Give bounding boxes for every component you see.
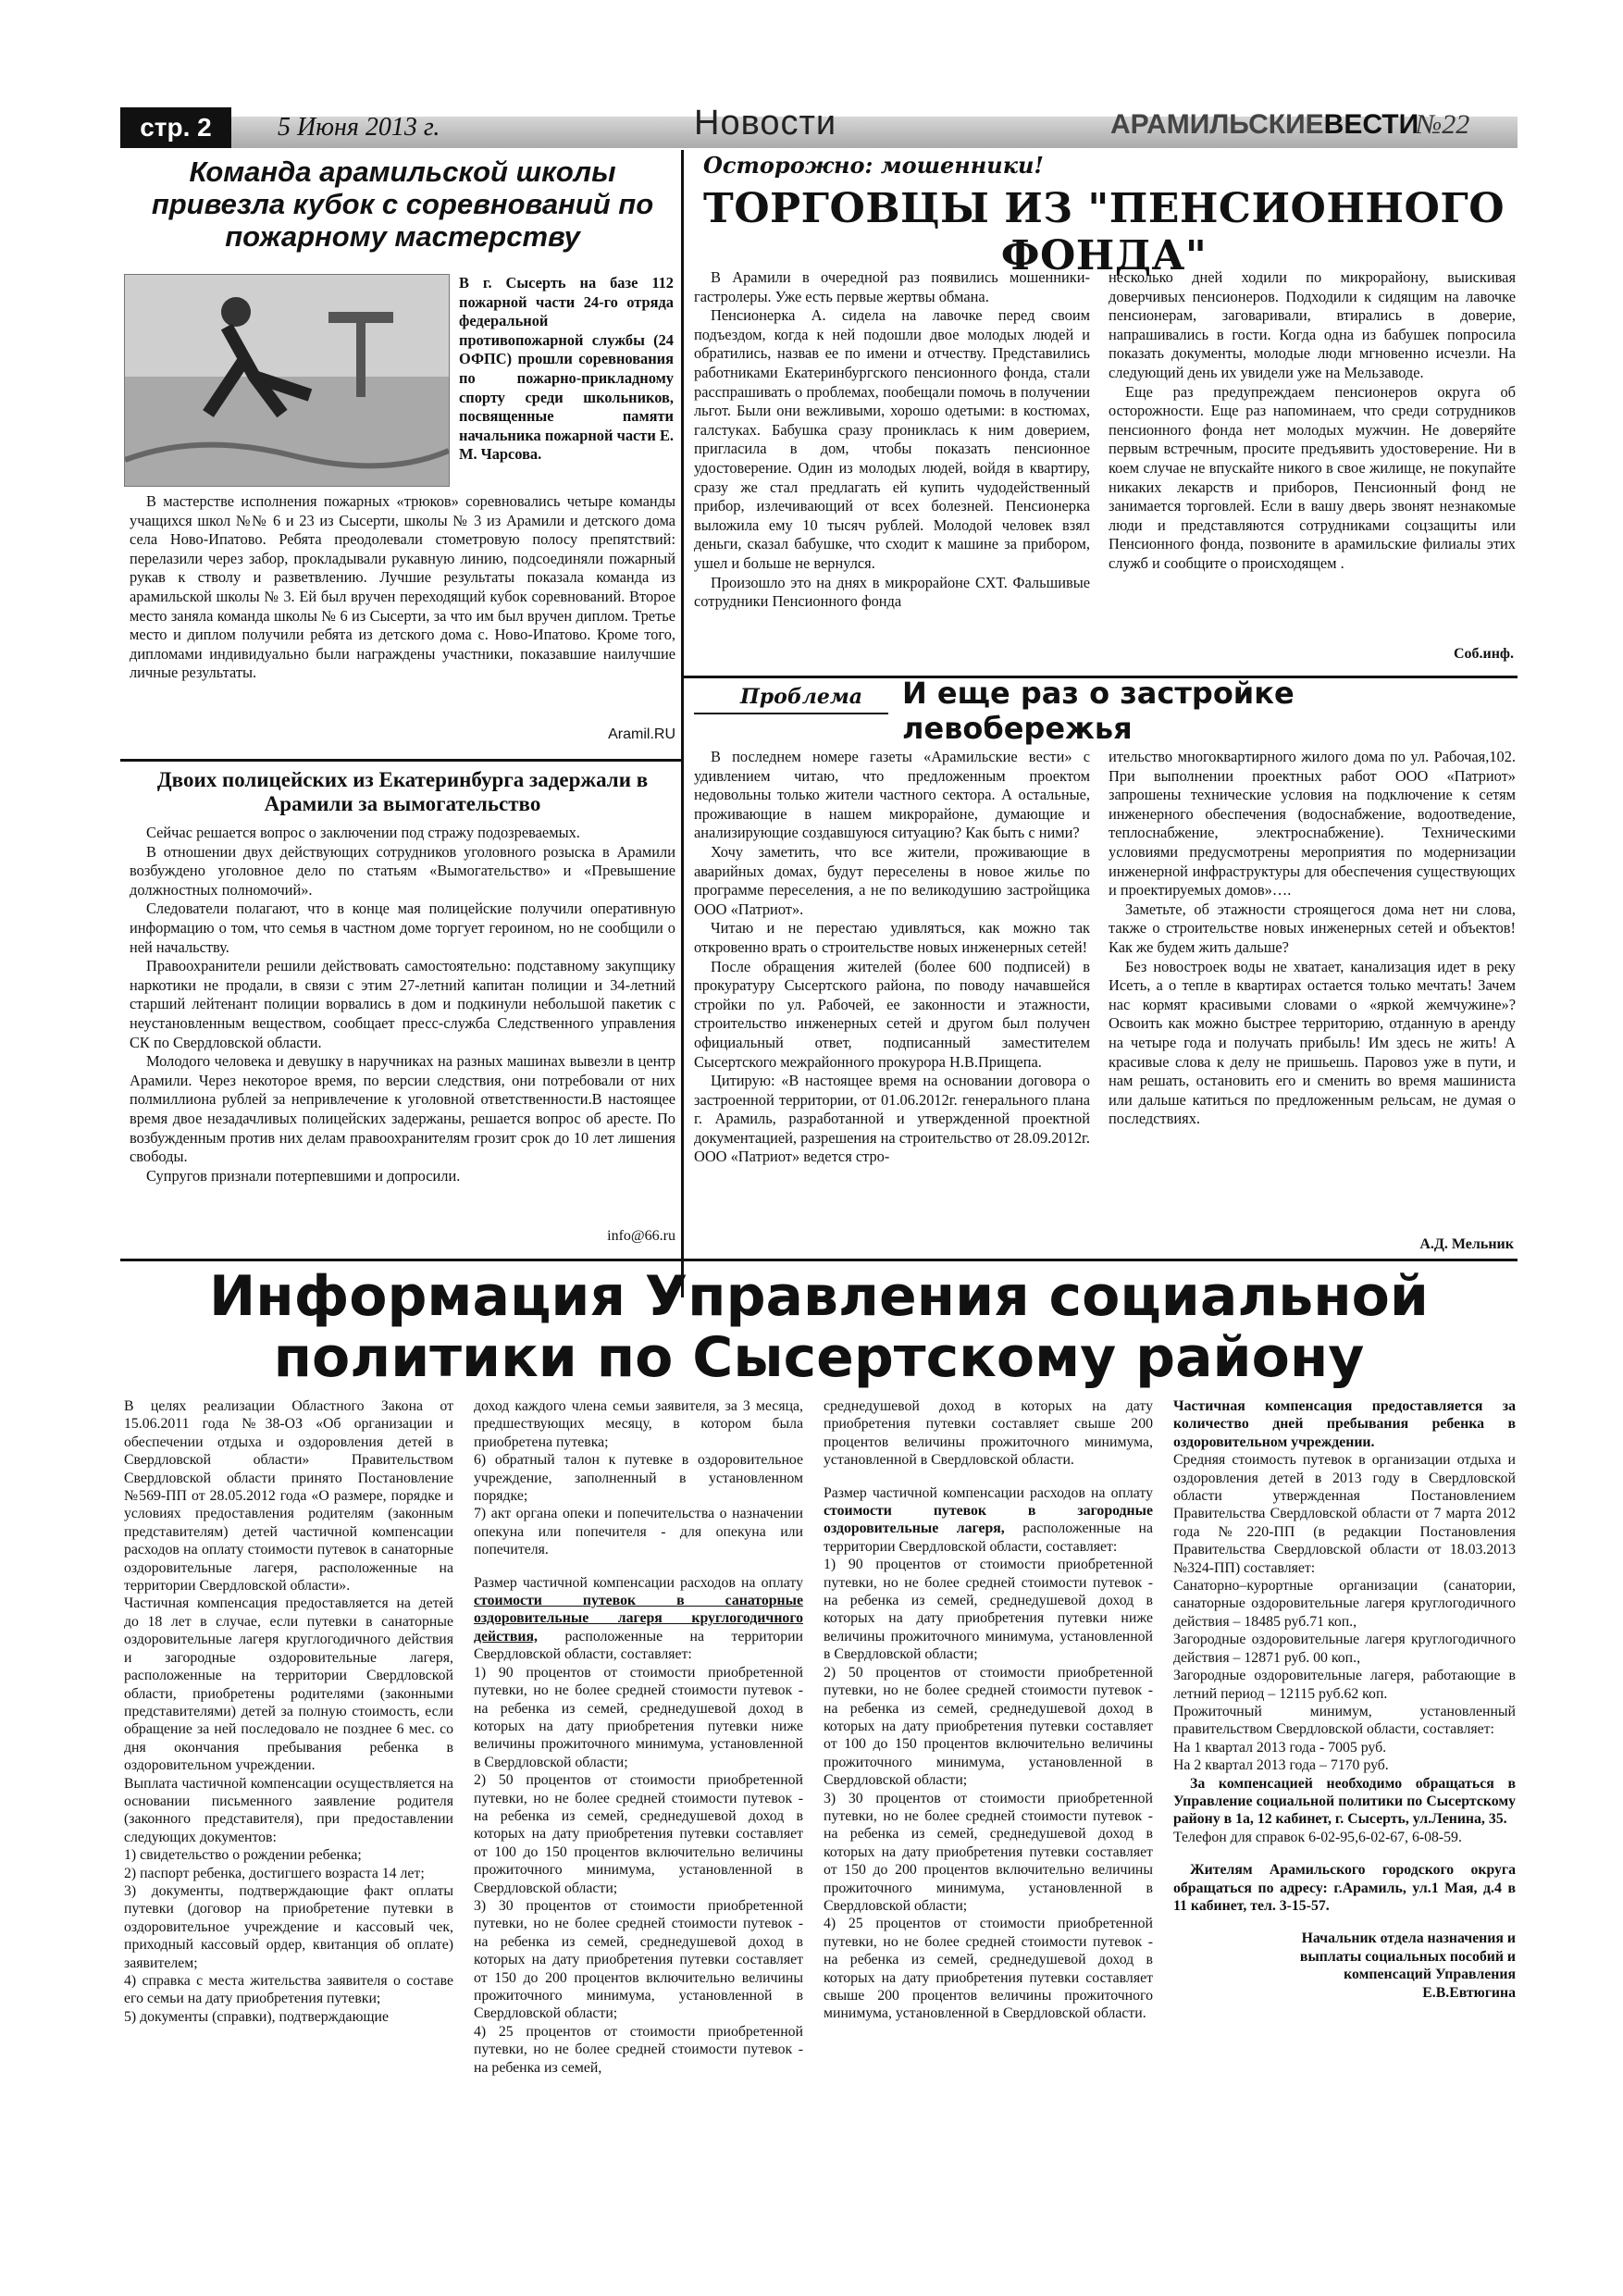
article-school-title: Команда арамильской школы привезла кубок с соревнований по пожарному мастерству [151,155,654,253]
article-police-source: info@66.ru [607,1228,675,1244]
section-divider [120,1259,1518,1261]
issue-date: 5 Июня 2013 г. [278,113,440,142]
article-fraud-sign: Соб.инф. [1453,646,1514,662]
article-building-title: И еще раз о застройке левобережья [902,676,1295,746]
newspaper-name: АРАМИЛЬСКИЕВЕСТИ [1110,109,1419,140]
column-divider [681,150,684,1297]
issue-number: №22 [1416,109,1470,140]
info-col2-intro: Размер частичной компенсации расходов на оплату стоимости путевок в санаторные оздоровительные лагеря круглогодичного действия, расположенные на территории Свердловской области, составляет: [474,1574,803,1663]
rubric-fraud: Осторожно: мошенники! [703,152,1044,179]
photo-image [125,275,449,486]
info-col1: В целях реализации Областного Закона от 15.06.2011 года №38-ОЗ «Об организации и обеспечении отдыха и оздоровления детей в Свердловской области» Правительством Свердловской области принято Постановление №569-ПП от 28.05.2012 года «О размере, порядке и условиях предоставления родителям (законным представителям) детей частичной компенсации расходов на оплату стоимости путевок в санаторные оздоровительные лагеря, расположенные на территории Свердловской области». Частичная компенсация предоставляется на детей до 18 лет в случае, если путевки в санаторные оздоровительные лагеря круглогодичного действия и загородные оздоровительные лагеря, расположенные на территории Свердловской области, приобретены родителями (законными представителями) детей за полную стоимость, если обращение за ней последовало не позднее 6 мес. со дня окончания пребывания ребенка в оздоровительном учреждении. Выплата частичной компенсации осуществляется на основании письменного заявление родителя (законного представителя), при предоставлении следующих документов: 1) свидетельство о рождении ребенка; 2) паспорт ребенка, достигшего возраста 14 лет; 3) документы, подтверждающие факт оплаты путевки (договор на приобретение путевки в оздоровительное учреждение и кассовый чек, приходный кассовый ордер, квитанция об оплате) заявителем; 4) справка с места жительства заявителя о составе его семьи на дату приобретения путевки; 5) документы (справки), подтверждающие [124,1398,453,2025]
article-fraud-title: ТОРГОВЦЫ ИЗ "ПЕНСИОННОГО ФОНДА" [702,185,1505,279]
info-col4: Частичная компенсация предоставляется за количество дней пребывания ребенка в оздоровительном учреждении. Средняя стоимость путевок в организации отдыха и оздоровления детей в 2013 году в Свердловской области утвержденная Постановлением Правительства Свердловской области от 7 марта 2012 года №220-ПП (в редакции Постановления Правительства Свердловской области от 18.03.2013 №324-ПП) составляет: Санаторно–курортные организации (санатории, санаторные оздоровительные лагеря круглогодичного действия – 18485 руб.71 коп., Загородные оздоровительные лагеря круглогодичного действия – 12871 руб. 00 коп., Загородные оздоровительные лагеря, работающие в летний период – 12115 руб.62 коп. Прожиточный минимум, установленный правительством Свердловской области, составляет: На 1 квартал 2013 года - 7005 руб. На 2 квартал 2013 года – 7170 руб. За компенсацией необходимо обращаться в Управление социальной политики по Сысертскому району в 1а, 12 кабинет, г. Сысерть, ул.Ленина, 35. Телефон для справок 6-02-95,6-02-67, 6-08-59. Жителям Арамильского городского округа обращаться по адресу: г.Арамиль, ул.1 Мая, д.4 в 11 кабинет, тел. 3-15-57. Начальник отдела назначения и выплаты социальных пособий и компенсаций Управления Е.В.Евтюгина [1173,1398,1516,2001]
article-school-source: Aramil.RU [608,726,675,742]
article-police-title: Двоих полицейских из Екатеринбурга задержали в Арамили за вымогательство [156,768,649,815]
page-header [120,100,1518,148]
article-paragraph: В мастерстве исполнения пожарных «трюков» соревновались четыре команды учащихся школ №№ 6 и 23 из Сысерти, школы № 3 из Арамили и детского дома села Ново-Ипатово. Ребята преодолевали стометровую полосу препятствий: перелазили через забор, прокладывали рукавную линию, подсоединяли пожарный рукав к стволу и разветвлению. Лучшие результаты показала команда из арамильской школы № 3. Ей был вручен переходящий кубок соревнований. Второе место заняла команда школы № 6 из Сысерти, за что им был вручен диплом. Третье место и диплом получили ребята из детского дома с. Ново-Ипатово. Кроме того, дипломами индивидуально были награждены участники, показавшие наилучшие личные результаты. [130,492,675,682]
info-title: Информация Управления социальной политики по Сысертскому району [209,1264,1429,1390]
article-fraud-col1: В Арамили в очередной раз появились мошенники-гастролеры. Уже есть первые жертвы обмана. Пенсионерка А. сидела на лавочке перед своим подъездом, когда к ней подошли двое молодых людей и обратились, назвав ее по имени и отчеству. Представились работниками Екатеринбургского пенсионного фонда, стали расспрашивать о проблемах, пообещали помочь в получении льгот. Были они вежливыми, хорошо одетыми: в костюмах, галстуках. Бабушка сразу прониклась к ним доверием, пригласила в дом, чтобы показать пенсионное удостоверение. Один из молодых людей, войдя в квартиру, сразу же стал предлагать ей купить чудодейственный прибор, излечивающий от всех болезней. Пенсионерка выложила ему 10 тысяч рублей. Молодой человек взял деньги, сказал бабушке, что сходит к машине за прибором, ушел и больше не вернулся. Произошло это на днях в микрорайоне СХТ. Фальшивые сотрудники Пенсионного фонда [694,268,1090,611]
article-fraud-col2: несколько дней ходили по микрорайону, выискивая доверчивых пенсионеров. Подходили к сидящим на лавочке пенсионерам, заговаривали, втирались в доверие, напрашивались в гости. Когда одна из бабушек попросила показать документы, молодые люди мгновенно исчезли. На следующий день их увидели уже на Мельзаводе. Еще раз предупреждаем пенсионеров округа об осторожности. Еще раз напоминаем, что среди сотрудников пенсионного фонда нет молодых мужчин. Не доверяйте первым встречным, просите предъявить удостоверение. Ни в коем случае не впускайте никого в свое жилище, не покупайте никаких лекарств и приборов, Пенсионный фонд не занимается торговлей. Если в вашу дверь звонят незнакомые люди и представляются сотрудниками соцзащиты или Пенсионного фонда, позвоните в арамильские филиалы этих служб и сообщите о происходящем . [1109,268,1516,572]
page-number: стр. 2 [120,107,231,148]
article-building-sign: А.Д. Мельник [1419,1236,1514,1252]
section-title: Новости [694,104,837,143]
article-school-lead: В г. Сысерть на базе 112 пожарной части 24-го отряда федеральной противопожарной службы (24 ОФПС) прошли соревнования по пожарно-прикладному спорту среди школьников, посвященные памяти начальника пожарной части Е. М. Чарсова. [459,274,674,464]
info-col3-intro: Размер частичной компенсации расходов на оплату стоимости путевок в загородные оздоровительные лагеря, расположенные на территории Свердловской области, составляет: [824,1484,1153,1555]
article-police-body: Сейчас решается вопрос о заключении под стражу подозреваемых. В отношении двух действующих сотрудников уголовного розыска в Арамили возбуждено уголовное дело по статьям «Вымогательство» и «Превышение должностных полномочий». Следователи полагают, что в конце мая полицейские получили оперативную информацию о том, что семья в частном доме торгует героином, но не сообщили о ней начальству. Правоохранители решили действовать самостоятельно: подставному закупщику наркотики не продали, в связи с этим 27-летний капитан полиции и 34-летний старший лейтенант полиции ворвались в дом и подкинули небольшой пакетик с неустановленным веществом, сообщает пресс-служба Следственного управления СК по Свердловской области. Молодого человека и девушку в наручниках на разных машинах вывезли в центр Арамили. Через некоторое время, по версии следствия, они потребовали от них полмиллиона рублей за непривлечение к уголовной ответственности.В настоящее время двое незадачливых полицейских задержаны, решается вопрос об аресте. По возбужденным против них делам правоохранителям грозит срок до 10 лет лишения свободы. Супругов признали потерпевшими и допросили. [130,824,675,1185]
section-divider [120,759,681,762]
article-building-col2: ительство многоквартирного жилого дома по ул. Рабочая,102. При выполнении проектных работ ООО «Патриот» запрошены технические условия на подключение к сетям инженерного обеспечения (водоснабжение, водоотведение, теплоснабжение, электроснабжение). Техническими условиями предусмотрены мероприятия по модернизации инженерной инфраструктуры для обеспечения существующих и проектируемых домов»…. Заметьте, об этажности строящегося дома нет ни слова, также о строительстве новых инженерных сетей и объектов! Как же будем жить дальше? Без новостроек воды не хватает, канализация идет в реку Исеть, а о тепле в квартирах остается только мечтать! Зачем нас кормят красивыми словами о «яркой жемчужине»? Освоить как можно быстрее территорию, отданную в аренду на четыре года и получать прибыль! Им здесь не жить! А красивые слова к делу не пришьешь. Паровоз уже в пути, и нам решать, остановить его и сменить во время машиниста или дальше катиться по предложенным рельсам, не думая о последствиях. [1109,748,1516,1128]
firefighter-photo [124,274,450,487]
info-signature: Начальник отдела назначения и выплаты социальных пособий и компенсаций Управления Е.В.Евтюгина [1299,1930,1516,2001]
article-school-body [130,492,675,683]
rubric-problem: Проблема [740,685,862,709]
info-col3: среднедушевой доход в которых на дату приобретения путевки составляет свыше 200 процентов величины прожиточного минимума, установленной в Свердловской области. Размер частичной компенсации расходов на оплату стоимости путевок в загородные оздоровительные лагеря, расположенные на территории Свердловской области, составляет: 1) 90 процентов от стоимости приобретенной путевки, но не более средней стоимости путевок - на ребенка из семей, среднедушевой доход в которых на дату приобретения путевки ниже величины прожиточного минимума, установленной в Свердловской области; 2) 50 процентов от стоимости приобретенной путевки, но не более средней стоимости путевок - на ребенка из семей, среднедушевой доход в которых на дату приобретения путевки составляет от 100 до 150 процентов включительно величины прожиточного минимума, установленной в Свердловской области; 3) 30 процентов от стоимости приобретенной путевки, но не более средней стоимости путевок - на ребенка из семей, среднедушевой доход в которых на дату приобретения путевки составляет от 150 до 200 процентов включительно величины прожиточного минимума, установленной в Свердловской области; 4) 25 процентов от стоимости приобретенной путевки, но не более средней стоимости путевок - на ребенка из семей, среднедушевой доход в которых на дату приобретения путевки составляет свыше 200 процентов величины прожиточного минимума, установленной в Свердловской области. [824,1398,1153,2022]
info-col2: доход каждого члена семьи заявителя, за 3 месяца, предшествующих месяцу, в котором была приобретена путевка; 6) обратный талон к путевке в оздоровительное учреждение, заполненный в установленном порядке; 7) акт органа опеки и попечительства о назначении опекуна или попечителя - для опекуна или попечителя. Размер частичной компенсации расходов на оплату стоимости путевок в санаторные оздоровительные лагеря круглогодичного действия, расположенные на территории Свердловской области, составляет: 1) 90 процентов от стоимости приобретенной путевки, но не более средней стоимости путевок - на ребенка из семей, среднедушевой доход в которых на дату приобретения путевки ниже величины прожиточного минимума, установленной в Свердловской области; 2) 50 процентов от стоимости приобретенной путевки, но не более средней стоимости путевок - на ребенка из семей, среднедушевой доход в которых на дату приобретения путевки составляет от 100 до 150 процентов включительно величины прожиточного минимума, установленной в Свердловской области; 3) 30 процентов от стоимости приобретенной путевки, но не более средней стоимости путевок - на ребенка из семей, среднедушевой доход в которых на дату приобретения путевки составляет от 150 до 200 процентов включительно величины прожиточного минимума, установленной в Свердловской области; 4) 25 процентов от стоимости приобретенной путевки, но не более средней стоимости путевок - на ребенка из семей, [474,1398,803,2076]
rubric-underline [694,713,888,714]
article-building-col1: В последнем номере газеты «Арамильские вести» с удивлением читаю, что предложенным проектом недовольны только жители частного сектора. А остальные, проживающие в нашем микрорайоне, думающие и анализирующие создавшуюся ситуацию? Как быть с ними? Хочу заметить, что все жители, проживающие в аварийных домах, будут переселены в новое жилье по программе переселения, а не по великодушию застройщика ООО «Патриот». Читаю и не перестаю удивляться, как можно так откровенно врать о строительстве новых инженерных сетей! После обращения жителей (более 600 подписей) в прокуратуру Сысертского района, по поводу начавшейся стройки по ул. Рабочей, ее законности и этажности, строительство инженерных сетей и другом был получен официальный ответ, подписанный заместителем Сысертского межрайонного прокурора Н.В.Прищепа. Цитирую: «В настоящее время на основании договора о застроенной территории, от 01.06.2012г. генерального плана г. Арамиль, разработанной и утвержденной проектной документацией, разрешения на строительство от 28.09.2012г. ООО «Патриот» ведется стро- [694,748,1090,1166]
